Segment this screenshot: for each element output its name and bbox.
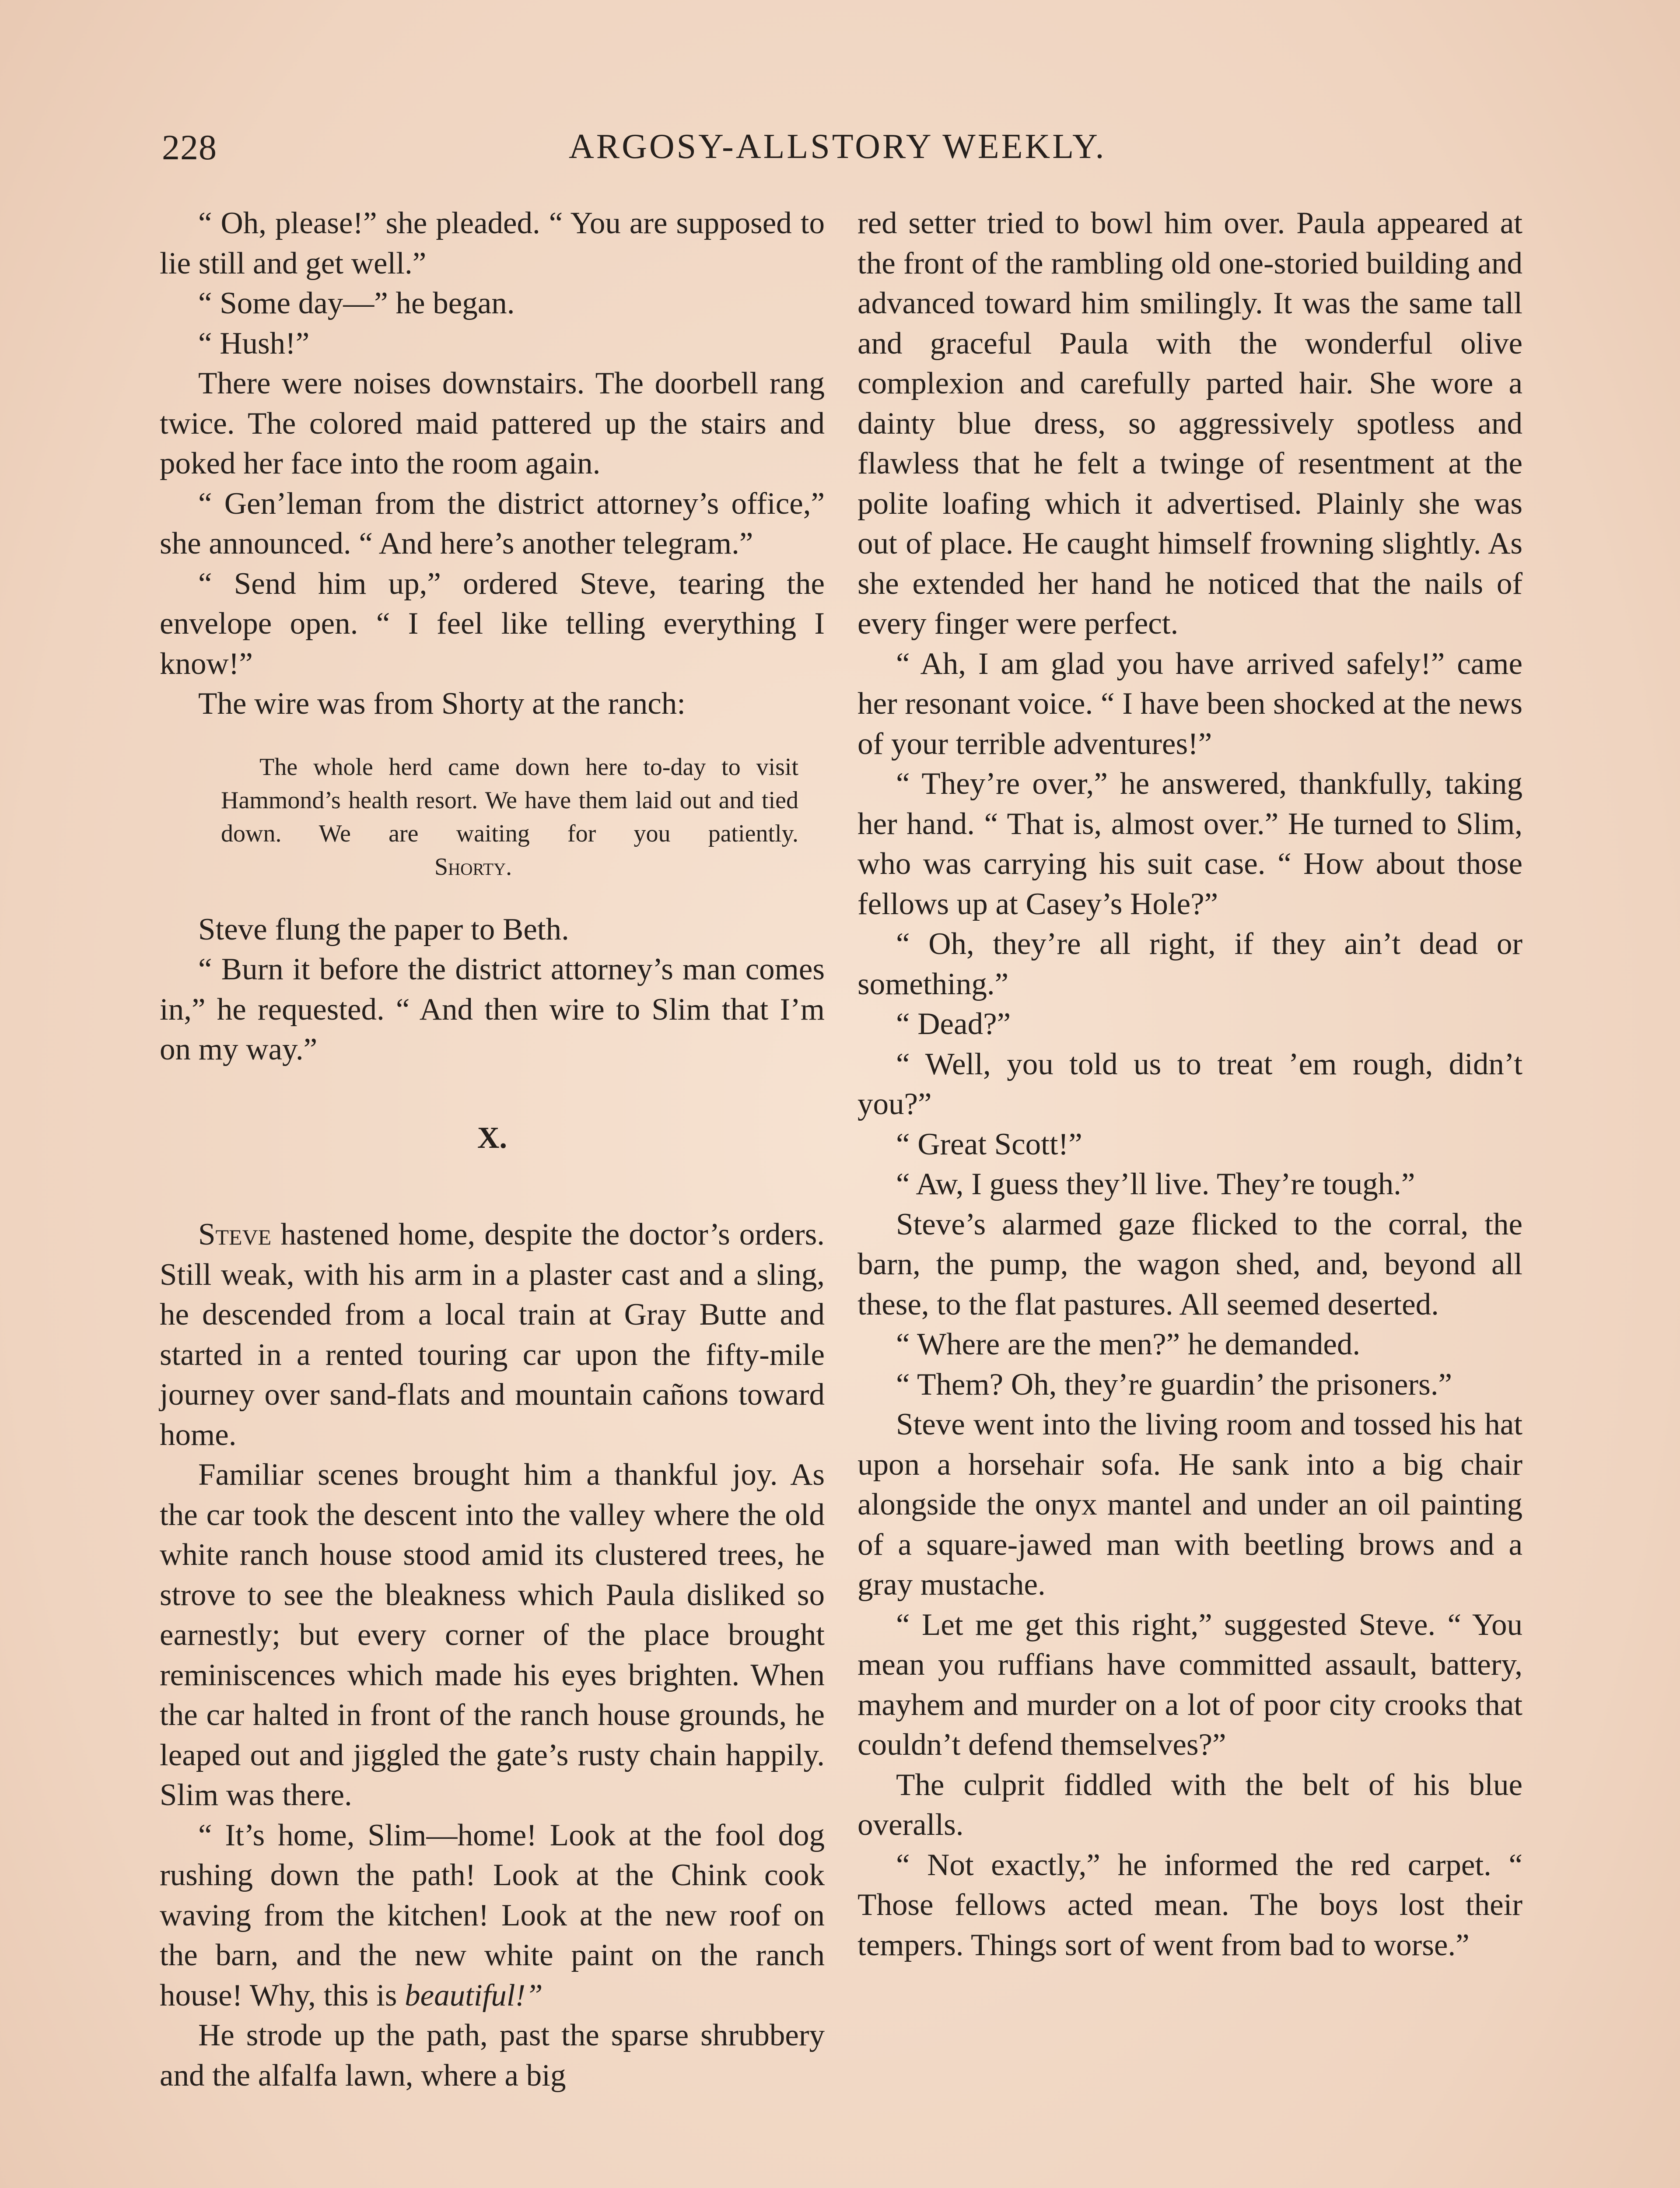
- paragraph: “ Aw, I guess they’ll live. They’re tough.”: [896, 1167, 1415, 1201]
- paragraph: [160, 1816, 825, 2016]
- paragraph: “ Dead?”: [896, 1007, 1011, 1041]
- right-column: [858, 203, 1522, 1965]
- paragraph: The culprit fiddled with the belt of his blue overalls.: [858, 1767, 1522, 1842]
- paragraph: The wire was from Shorty at the ranch:: [198, 687, 686, 721]
- paragraph: “ Hush!”: [198, 326, 310, 361]
- telegram-text: [221, 750, 798, 884]
- paragraph: “ Not exactly,” he informed the red carpet. “ Those fellows acted mean. The boys lost their tempers. Things sort of went from bad to worse.”: [858, 1848, 1522, 1962]
- paragraph: [160, 1215, 825, 1455]
- lead-word: Steve: [198, 1217, 272, 1252]
- telegram-signature: Shorty.: [434, 853, 512, 880]
- paragraph: “ Great Scott!”: [896, 1127, 1082, 1161]
- running-head: ARGOSY-ALLSTORY WEEKLY.: [569, 127, 1106, 166]
- paragraph: He strode up the path, past the sparse shrubbery and the alfalfa lawn, where a big: [160, 2018, 825, 2093]
- paragraph: “ Oh, they’re all right, if they ain’t dead or something.”: [858, 927, 1522, 1001]
- telegram-quote: [160, 750, 825, 884]
- paragraph: “ Where are the men?” he demanded.: [896, 1327, 1361, 1361]
- emphasis-text: beautiful!”: [405, 1978, 543, 2013]
- paragraph: “ Burn it before the district attorney’s man comes in,” he requested. “ And then wire to Slim that I’m on my way.”: [160, 952, 825, 1066]
- paragraph: “ Gen’leman from the district attorney’s office,” she announced. “ And here’s another telegram.”: [160, 486, 825, 561]
- paragraph-text: “ It’s home, Slim—home! Look at the fool dog rushing down the path! Look at the Chink cook waving from the kitchen! Look at the new roof on the barn, and the new white paint on the ranch house! Why, this is: [160, 1818, 825, 2013]
- paragraph: Familiar scenes brought him a thankful joy. As the car took the descent into the valley where the old white ranch house stood amid its clustered trees, he strove to see the bleakness which Paula disliked so earnestly; but every corner of the place brought reminiscences which made his eyes brighten. When the car halted in front of the ranch house grounds, he leaped out and jiggled the gate’s rusty chain happily. Slim was there.: [160, 1458, 825, 1812]
- paragraph: Steve’s alarmed gaze flicked to the corral, the barn, the pump, the wagon shed, and, beyond all these, to the flat pastures. All seemed deserted.: [858, 1207, 1522, 1322]
- page-header: [162, 127, 1124, 175]
- paragraph: “ Them? Oh, they’re guardin’ the prisoners.”: [896, 1367, 1452, 1402]
- paragraph: “ Some day—” he began.: [198, 286, 515, 320]
- telegram-body: The whole herd came down here to-day to visit Hammond’s health resort. We have them laid out and tied down. We are waiting for you patiently.: [221, 753, 798, 847]
- paragraph: “ Well, you told us to treat ’em rough, didn’t you?”: [858, 1047, 1522, 1121]
- paragraph: There were noises downstairs. The doorbell rang twice. The colored maid pattered up the stairs and poked her face into the room again.: [160, 366, 825, 480]
- page-number: 228: [162, 127, 217, 167]
- paragraph: “ They’re over,” he answered, thankfully, taking her hand. “ That is, almost over.” He turned to Slim, who was carrying his suit case. “ How about those fellows up at Casey’s Hole?”: [858, 767, 1522, 921]
- paragraph: Steve flung the paper to Beth.: [198, 912, 569, 947]
- paragraph: red setter tried to bowl him over. Paula appeared at the front of the rambling old one-storied building and advanced toward him smilingly. It was the same tall and graceful Paula with the wonderful olive complexion and carefully parted hair. She wore a dainty blue dress, so aggressively spotless and flawless that he felt a twinge of resentment at the polite loafing which it advertised. Plainly she was out of place. He caught himself frowning slightly. As she extended her hand he noticed that the nails of every finger were perfect.: [858, 206, 1522, 641]
- paragraph-text: hastened home, despite the doctor’s orders. Still weak, with his arm in a plaster cast and a sling, he descended from a local train at Gray Butte and started in a rented touring car upon the fifty-mile journey over sand-flats and mountain cañons toward home.: [160, 1217, 825, 1452]
- paragraph: “ Send him up,” ordered Steve, tearing the envelope open. “ I feel like telling everything I know!”: [160, 566, 825, 681]
- left-column: [160, 203, 825, 2096]
- paragraph: “ Oh, please!” she pleaded. “ You are supposed to lie still and get well.”: [160, 206, 825, 281]
- paragraph: “ Ah, I am glad you have arrived safely!” came her resonant voice. “ I have been shocked at the news of your terrible adventures!”: [858, 646, 1522, 761]
- section-number: X.: [477, 1121, 508, 1155]
- paragraph: Steve went into the living room and tossed his hat upon a horsehair sofa. He sank into a big chair alongside the onyx mantel and under an oil painting of a square-jawed man with beetling brows and a gray mustache.: [858, 1407, 1522, 1602]
- paragraph: “ Let me get this right,” suggested Steve. “ You mean you ruffians have committed assault, battery, mayhem and murder on a lot of poor city crooks that couldn’t defend themselves?”: [858, 1607, 1522, 1762]
